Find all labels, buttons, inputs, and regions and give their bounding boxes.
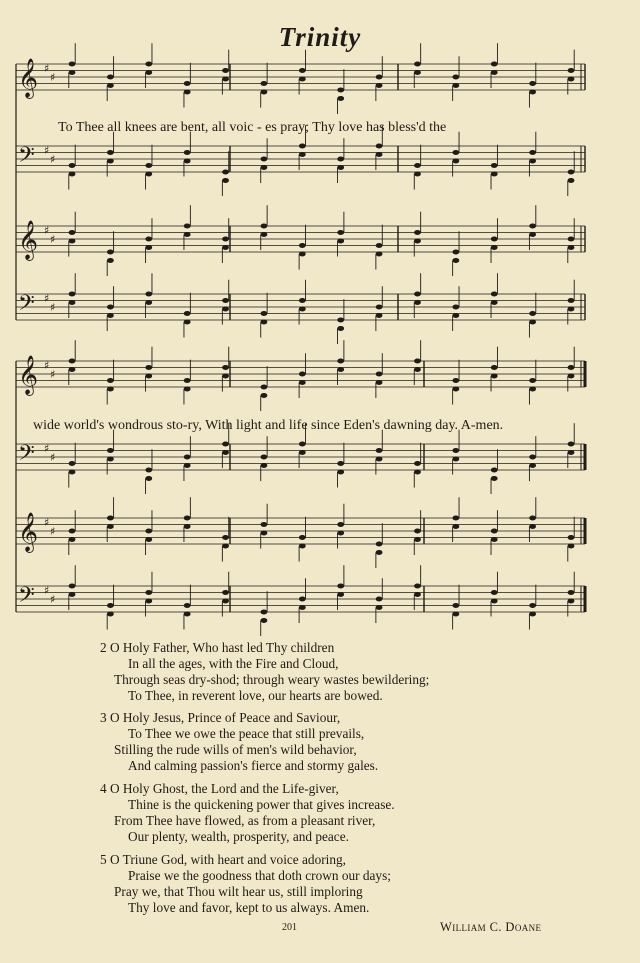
note-head [376,313,383,318]
note-head [107,386,114,391]
note-head [568,298,575,303]
note-head [491,373,498,378]
verse-3-line-3: Stilling the rude wills of men's wild behavior, [114,742,357,757]
note-head [222,598,229,603]
verse-number: 5 [100,852,107,867]
sharp-icon: ♯ [44,292,50,305]
note-head [337,88,344,93]
note-head [376,305,383,310]
note-head [529,158,536,163]
note-head [69,592,76,597]
note-head [299,152,306,157]
note-head [299,144,306,149]
verse-5-line-3: Pray we, that Thou wilt hear us, still imploring [114,884,363,899]
note-head [261,157,268,162]
note-head [107,603,114,608]
note-head [145,468,152,473]
note-head [184,150,191,155]
note-head [261,463,268,468]
note-head [107,305,114,310]
note-head [414,300,421,305]
note-head [568,306,575,311]
note-head [107,158,114,163]
bass-clef-icon: 𝄢 [18,583,35,613]
note-head [145,476,152,481]
note-head [491,237,498,242]
note-head [452,456,459,461]
note-head [376,542,383,547]
note-head [299,76,306,81]
note-head [299,442,306,447]
note-head [145,537,152,542]
note-head [491,163,498,168]
verse-4-line-3: From Thee have flowed, as from a pleasant river, [114,813,376,828]
treble-clef-icon: 𝄞 [18,355,39,395]
note-head [414,292,421,297]
note-head [337,318,344,323]
note-head [529,311,536,316]
note-head [107,611,114,616]
note-head [184,81,191,86]
note-head [414,62,421,67]
note-head [261,311,268,316]
note-head [337,96,344,101]
verse-number: 2 [100,640,107,655]
note-head [261,522,268,527]
note-head [568,373,575,378]
page-number: 201 [282,922,297,933]
note-head [261,232,268,237]
note-head [529,150,536,155]
note-head [299,251,306,256]
sharp-icon: ♯ [50,233,56,246]
note-head [145,62,152,67]
note-head [145,590,152,595]
note-head [337,367,344,372]
note-head [491,529,498,534]
note-head [452,158,459,163]
note-head [568,237,575,242]
note-head [107,83,114,88]
note-head [568,170,575,175]
note-head [145,237,152,242]
verse-number: 3 [100,710,107,725]
note-head [337,592,344,597]
note-head [414,367,421,372]
verse-2-line-4: To Thee, in reverent love, our hearts are bowed. [128,688,383,703]
note-head [414,469,421,474]
note-head [491,590,498,595]
note-head [414,359,421,364]
sharp-icon: ♯ [50,368,56,381]
note-head [452,516,459,521]
note-head [222,178,229,183]
note-head [261,385,268,390]
note-head [145,365,152,370]
note-head [452,313,459,318]
note-head [107,75,114,80]
note-head [222,298,229,303]
sharp-icon: ♯ [50,593,56,606]
note-head [491,62,498,67]
note-head [491,537,498,542]
note-head [529,611,536,616]
note-head [529,386,536,391]
note-head [568,590,575,595]
lyrics-line-2: wide world's wondrous sto-ry, With light and life since Eden's dawning day. A-men. [33,418,504,433]
note-head [69,359,76,364]
note-head [184,311,191,316]
note-head [69,70,76,75]
note-head [491,300,498,305]
note-head [568,68,575,73]
note-head [376,605,383,610]
note-head [184,232,191,237]
verse-4-line-4: Our plenty, wealth, prosperity, and peace. [128,829,349,844]
note-head [529,603,536,608]
note-head [337,230,344,235]
note-head [184,603,191,608]
note-head [69,461,76,466]
note-head [107,516,114,521]
note-head [222,68,229,73]
note-head [491,468,498,473]
sharp-icon: ♯ [50,153,56,166]
note-head [414,238,421,243]
note-head [337,522,344,527]
note-head [107,456,114,461]
note-head [222,306,229,311]
note-head [299,605,306,610]
note-head [69,163,76,168]
note-head [184,455,191,460]
note-head [568,442,575,447]
note-head [145,171,152,176]
sharp-icon: ♯ [50,525,56,538]
verse-5-line-1: 5 O Triune God, with heart and voice adoring, [100,852,346,867]
note-head [337,157,344,162]
note-head [376,83,383,88]
note-head [414,461,421,466]
note-head [261,319,268,324]
note-head [184,611,191,616]
sharp-icon: ♯ [50,301,56,314]
note-head [261,81,268,86]
note-head [376,75,383,80]
note-head [452,448,459,453]
note-head [107,313,114,318]
note-head [452,611,459,616]
note-head [69,238,76,243]
note-head [529,232,536,237]
note-head [145,300,152,305]
verse-3-line-2: To Thee we owe the peace that still prevails, [128,726,365,741]
note-head [261,165,268,170]
note-head [145,598,152,603]
note-head [452,378,459,383]
note-head [222,450,229,455]
sharp-icon: ♯ [44,144,50,157]
sharp-icon: ♯ [44,516,50,529]
verse-5-line-4: Thy love and favor, kept to us always. Amen. [128,900,370,915]
note-head [261,393,268,398]
note-head [337,530,344,535]
note-head [299,450,306,455]
note-head [145,70,152,75]
sharp-icon: ♯ [50,71,56,84]
note-head [568,365,575,370]
note-head [337,584,344,589]
note-head [376,251,383,256]
note-head [69,584,76,589]
note-head [145,245,152,250]
note-head [145,373,152,378]
note-head [337,165,344,170]
note-head [299,298,306,303]
note-head [222,442,229,447]
note-head [452,603,459,608]
note-head [452,305,459,310]
note-head [376,152,383,157]
verse-4-line-1: 4 O Holy Ghost, the Lord and the Life-giver, [100,781,339,796]
note-head [145,163,152,168]
note-head [261,610,268,615]
note-head [107,258,114,263]
note-head [184,516,191,521]
note-head [222,170,229,175]
bass-clef-icon: 𝄢 [18,441,35,471]
note-head [184,89,191,94]
note-head [184,463,191,468]
note-head [491,476,498,481]
note-head [491,171,498,176]
note-head [261,89,268,94]
note-head [222,365,229,370]
note-head [222,373,229,378]
sharp-icon: ♯ [44,359,50,372]
note-head [184,319,191,324]
bass-clef-icon: 𝄢 [18,291,35,321]
note-head [376,550,383,555]
note-head [452,386,459,391]
note-head [222,237,229,242]
note-head [69,230,76,235]
note-head [184,378,191,383]
note-head [222,245,229,250]
note-head [568,535,575,540]
note-head [337,461,344,466]
treble-clef-icon: 𝄞 [18,512,39,552]
verse-4-line-2: Thine is the quickening power that gives increase. [128,797,395,812]
note-head [337,238,344,243]
note-head [107,150,114,155]
verse-2-line-3: Through seas dry-shod; through weary wastes bewildering; [114,672,430,687]
note-head [69,62,76,67]
treble-clef-icon: 𝄞 [18,220,39,260]
note-head [491,598,498,603]
note-head [376,380,383,385]
note-head [376,144,383,149]
note-head [376,448,383,453]
note-head [414,163,421,168]
sharp-icon: ♯ [44,442,50,455]
sharp-icon: ♯ [44,224,50,237]
note-head [299,243,306,248]
note-head [69,469,76,474]
note-head [376,597,383,602]
sharp-icon: ♯ [44,62,50,75]
note-head [529,463,536,468]
note-head [107,524,114,529]
note-head [222,590,229,595]
treble-clef-icon: 𝄞 [18,58,39,98]
note-head [299,597,306,602]
note-head [184,224,191,229]
note-head [414,592,421,597]
note-head [529,524,536,529]
note-head [491,292,498,297]
note-head [452,150,459,155]
verse-2-line-2: In all the ages, with the Fire and Cloud, [128,656,339,671]
note-head [107,448,114,453]
note-head [568,450,575,455]
note-head [261,530,268,535]
note-head [491,245,498,250]
note-head [452,83,459,88]
note-head [414,171,421,176]
note-head [529,89,536,94]
note-head [568,178,575,183]
note-head [414,537,421,542]
note-head [222,543,229,548]
note-head [222,535,229,540]
note-head [107,250,114,255]
note-head [568,598,575,603]
lyrics-line-1: To Thee all knees are bent, all voic - es pray; Thy love has bless'd the [58,120,447,135]
note-head [376,372,383,377]
verse-number: 4 [100,781,107,796]
note-head [452,524,459,529]
note-head [452,258,459,263]
note-head [529,455,536,460]
note-head [414,230,421,235]
verse-5-line-2: Praise we the goodness that doth crown our days; [128,868,391,883]
verse-2-line-1: 2 O Holy Father, Who hast led Thy children [100,640,335,655]
note-head [299,380,306,385]
hymn-title: Trinity [278,22,362,52]
note-head [145,529,152,534]
note-head [568,245,575,250]
author-credit: William C. Doane [440,920,542,934]
verse-3-line-1: 3 O Holy Jesus, Prince of Peace and Saviour, [100,710,341,725]
note-head [529,516,536,521]
note-head [337,326,344,331]
sharp-icon: ♯ [50,451,56,464]
note-head [107,378,114,383]
note-head [261,224,268,229]
note-head [145,292,152,297]
note-head [529,81,536,86]
note-head [529,319,536,324]
note-head [299,306,306,311]
note-head [491,70,498,75]
note-head [261,455,268,460]
note-head [261,618,268,623]
note-head [337,469,344,474]
note-head [568,543,575,548]
note-head [69,292,76,297]
bass-clef-icon: 𝄢 [18,143,35,173]
note-head [452,250,459,255]
note-head [491,365,498,370]
note-head [299,535,306,540]
note-head [69,367,76,372]
note-head [376,456,383,461]
note-head [452,75,459,80]
note-head [414,70,421,75]
note-head [184,386,191,391]
note-head [529,224,536,229]
note-head [69,529,76,534]
note-head [299,68,306,73]
note-head [69,171,76,176]
note-head [69,537,76,542]
note-head [69,300,76,305]
note-head [184,158,191,163]
note-head [376,243,383,248]
note-head [299,543,306,548]
note-head [222,76,229,81]
note-head [529,378,536,383]
note-head [568,76,575,81]
note-head [299,372,306,377]
note-head [337,359,344,364]
note-head [414,584,421,589]
note-head [184,524,191,529]
sharp-icon: ♯ [44,584,50,597]
verse-3-line-4: And calming passion's fierce and stormy gales. [128,758,379,773]
note-head [414,529,421,534]
